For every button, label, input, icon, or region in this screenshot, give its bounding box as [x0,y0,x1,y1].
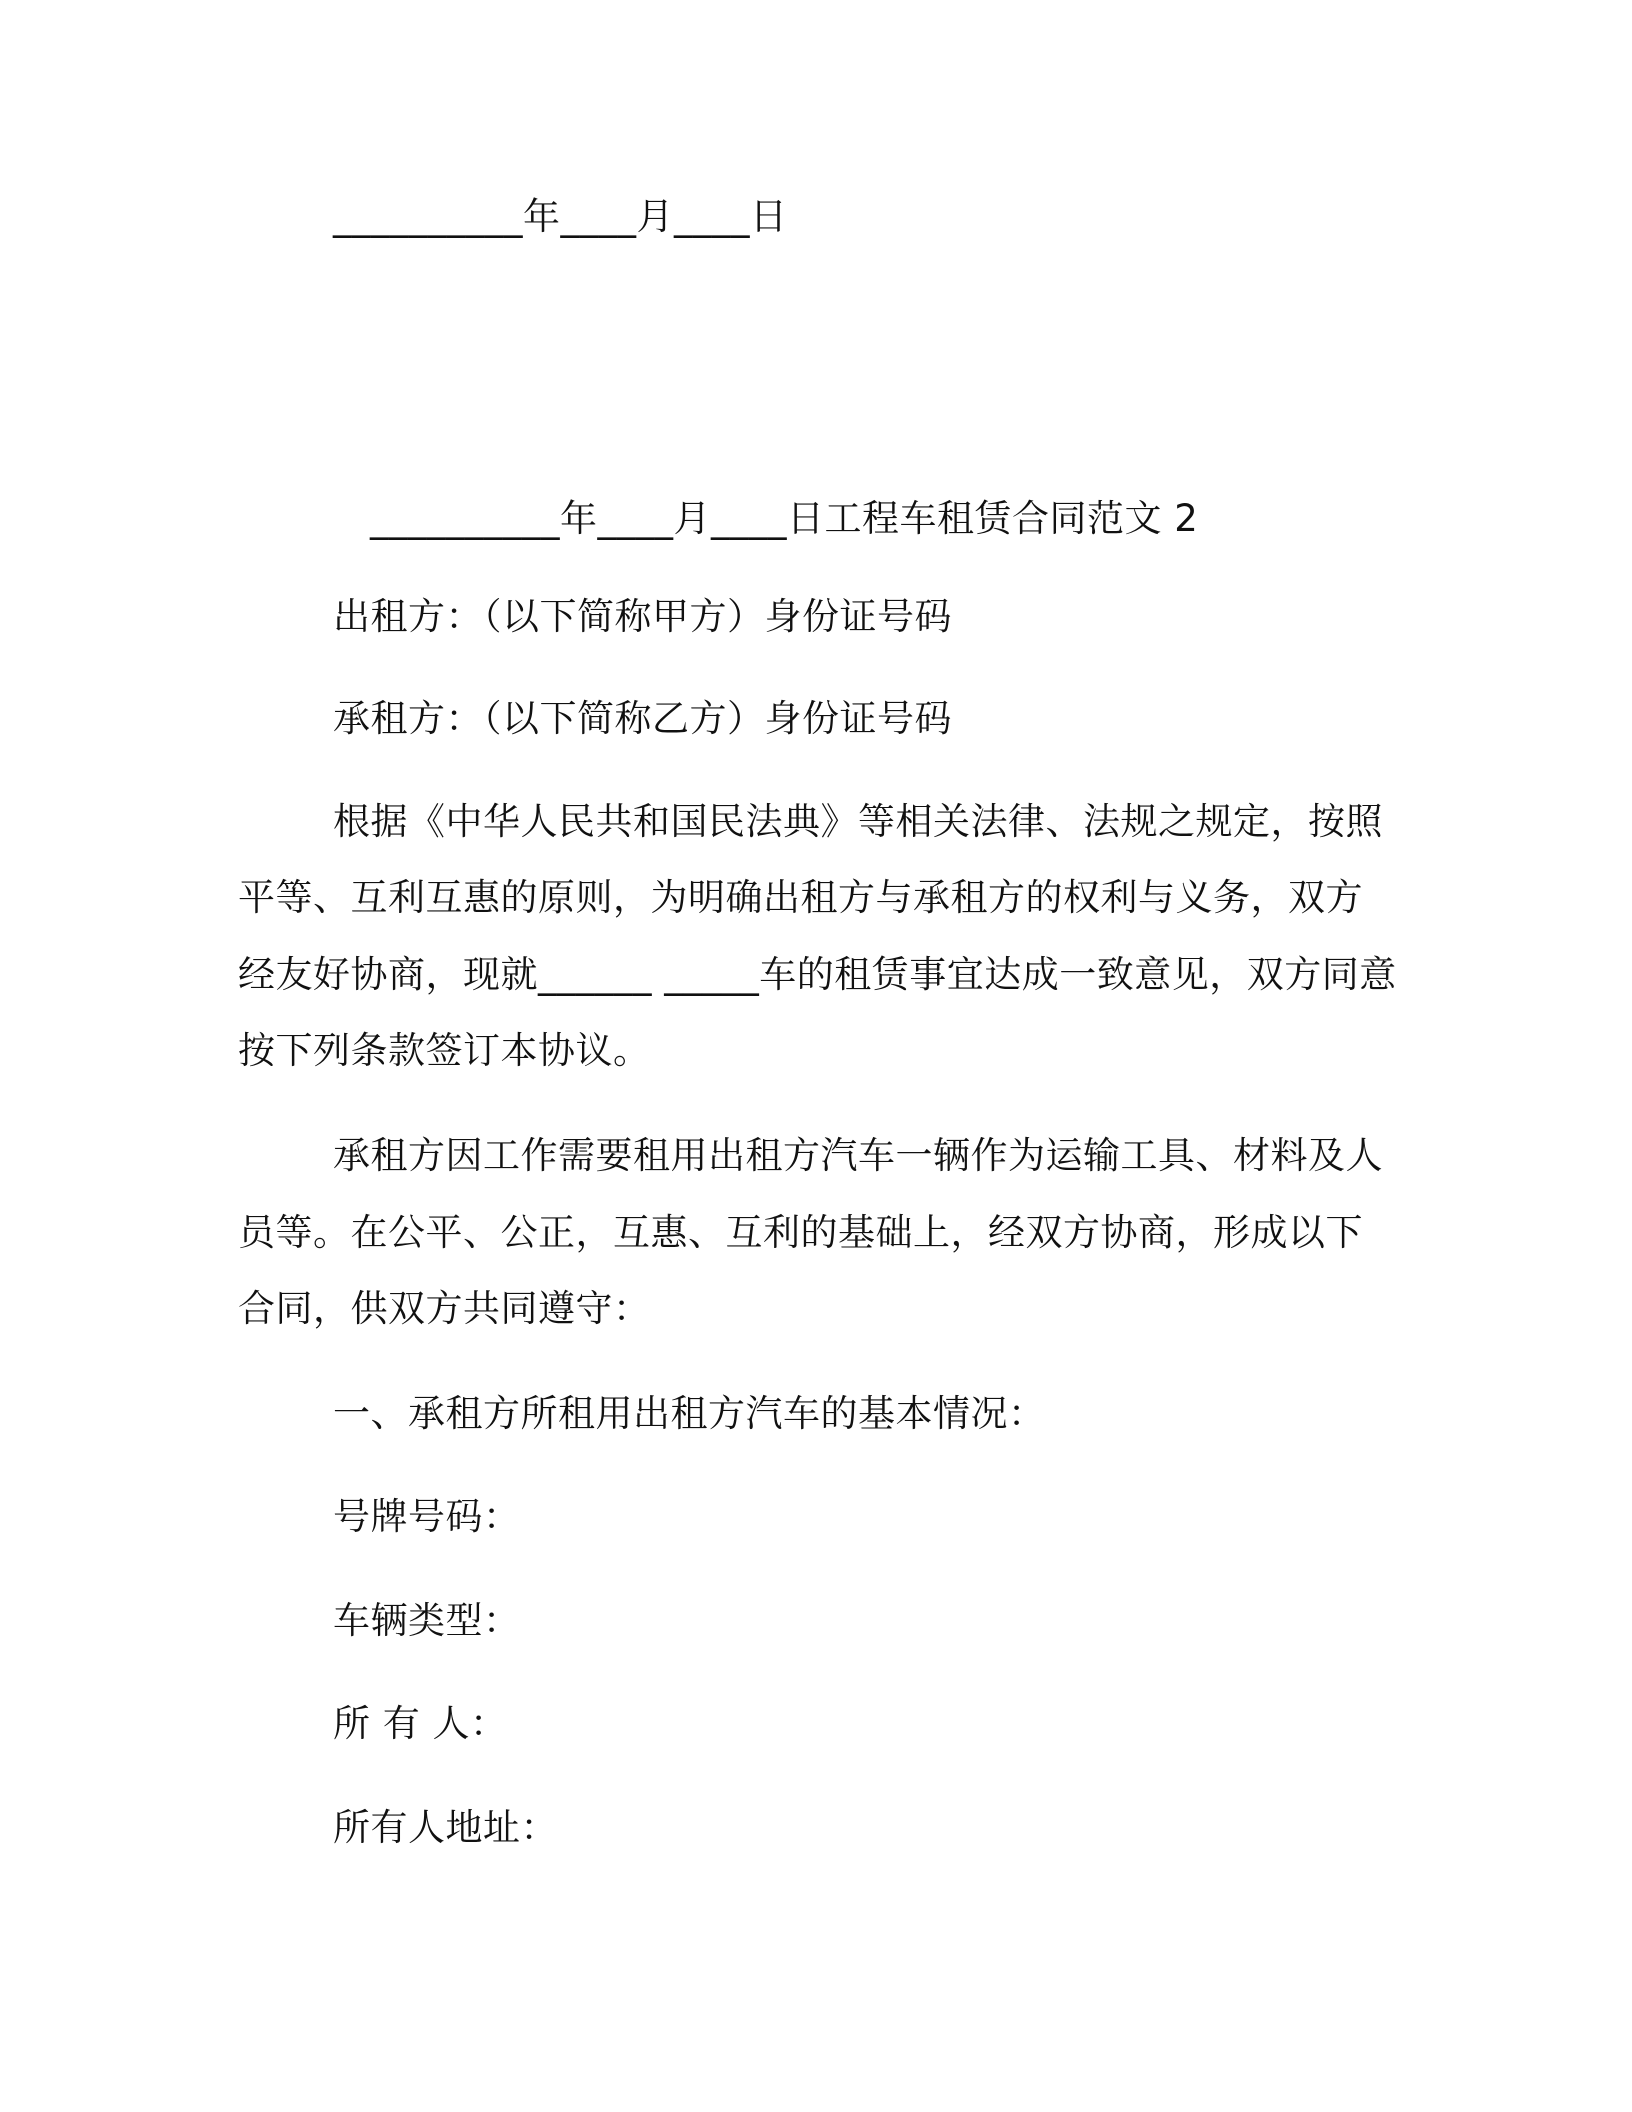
lessor-line: 出租方：（以下简称甲方）身份证号码 [333,595,952,638]
field-plate-number: 号牌号码： [333,1495,521,1538]
lessee-line: 承租方：（以下简称乙方）身份证号码 [333,697,952,740]
field-owner-address: 所有人地址： [333,1806,558,1849]
section-heading: 一、承租方所租用出租方汽车的基本情况： [333,1392,1046,1435]
paragraph-line: 按下列条款签订本协议。 [238,1029,651,1072]
paragraph-line: 根据《中华人民共和国民法典》等相关法律、法规之规定，按照 [333,800,1383,843]
paragraph-line: 合同，供双方共同遵守： [238,1287,651,1330]
paragraph-line: 平等、互利互惠的原则，为明确出租方与承租方的权利与义务，双方 [238,876,1363,919]
field-owner: 所 有 人： [333,1702,508,1745]
paragraph-line: 经友好协商，现就______ _____车的租赁事宜达成一致意见，双方同意 [238,953,1397,996]
date-line: __________年____月____日 [333,195,788,238]
paragraph-line: 员等。在公平、公正，互惠、互利的基础上，经双方协商，形成以下 [238,1211,1363,1254]
field-vehicle-type: 车辆类型： [333,1599,521,1642]
paragraph-line: 承租方因工作需要租用出租方汽车一辆作为运输工具、材料及人 [333,1134,1383,1177]
contract-title: __________年____月____日工程车租赁合同范文 2 [370,497,1199,540]
